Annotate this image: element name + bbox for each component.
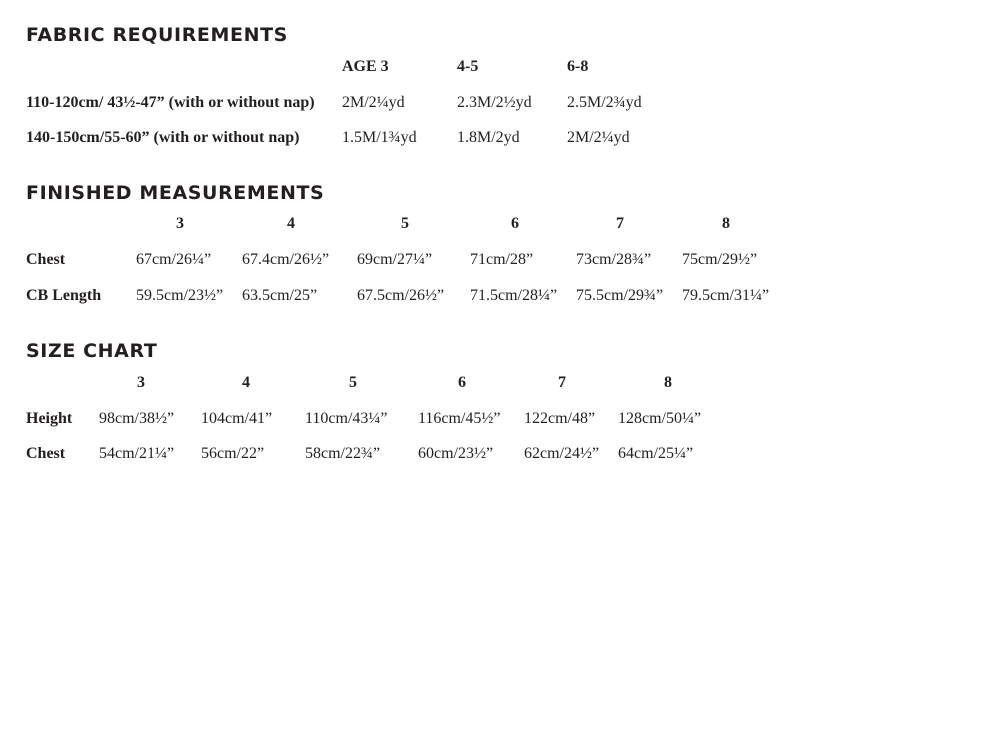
size-cell: 122cm/48” (524, 410, 596, 427)
size-header: 4 (242, 374, 250, 391)
finished-cell: 71cm/28” (470, 251, 534, 268)
fabric-cell: 2.5M/2¾yd (567, 94, 642, 111)
finished-cell: 63.5cm/25” (242, 287, 318, 304)
fabric-header-age-6-8: 6-8 (567, 58, 589, 75)
fabric-requirements-heading: FABRIC REQUIREMENTS (26, 24, 288, 46)
size-cell: 128cm/50¼” (618, 410, 702, 427)
finished-measurements-heading: FINISHED MEASUREMENTS (26, 182, 325, 204)
finished-header-size: 8 (722, 215, 730, 232)
size-header: 3 (137, 374, 145, 391)
finished-cell: 71.5cm/28¼” (470, 287, 558, 304)
size-cell: 54cm/21¼” (99, 445, 175, 462)
fabric-cell: 1.5M/1¾yd (342, 129, 417, 146)
finished-cell: 59.5cm/23½” (136, 287, 224, 304)
size-row-label-height: Height (26, 410, 73, 427)
size-row-label-chest: Chest (26, 445, 66, 462)
fabric-row-label-110-120: 110-120cm/ 43½-47” (with or without nap) (26, 94, 315, 111)
finished-cell: 75cm/29½” (682, 251, 758, 268)
finished-header-size: 7 (616, 215, 624, 232)
finished-row-label-chest: Chest (26, 251, 66, 268)
fabric-cell: 2M/2¼yd (342, 94, 405, 111)
finished-cell: 73cm/28¾” (576, 251, 652, 268)
finished-cell: 75.5cm/29¾” (576, 287, 664, 304)
size-cell: 58cm/22¾” (305, 445, 381, 462)
fabric-header-age-3: AGE 3 (342, 58, 389, 75)
size-cell: 98cm/38½” (99, 410, 175, 427)
size-header: 5 (349, 374, 357, 391)
fabric-cell: 1.8M/2yd (457, 129, 520, 146)
size-cell: 104cm/41” (201, 410, 273, 427)
finished-cell: 67.4cm/26½” (242, 251, 330, 268)
fabric-cell: 2M/2¼yd (567, 129, 630, 146)
size-cell: 60cm/23½” (418, 445, 494, 462)
size-cell: 110cm/43¼” (305, 410, 388, 427)
finished-header-size: 3 (176, 215, 184, 232)
size-header: 8 (664, 374, 672, 391)
finished-cell: 67.5cm/26½” (357, 287, 445, 304)
finished-header-size: 6 (511, 215, 519, 232)
finished-header-size: 4 (287, 215, 295, 232)
size-header: 6 (458, 374, 466, 391)
finished-header-size: 5 (401, 215, 409, 232)
finished-row-label-cb-length: CB Length (26, 287, 102, 304)
fabric-cell: 2.3M/2½yd (457, 94, 532, 111)
size-cell: 62cm/24½” (524, 445, 600, 462)
size-cell: 116cm/45½” (418, 410, 501, 427)
size-chart-heading: SIZE CHART (26, 340, 158, 362)
finished-cell: 69cm/27¼” (357, 251, 433, 268)
fabric-row-label-140-150: 140-150cm/55-60” (with or without nap) (26, 129, 300, 146)
fabric-header-age-4-5: 4-5 (457, 58, 479, 75)
size-header: 7 (558, 374, 566, 391)
finished-cell: 79.5cm/31¼” (682, 287, 770, 304)
size-cell: 64cm/25¼” (618, 445, 694, 462)
size-cell: 56cm/22” (201, 445, 265, 462)
finished-cell: 67cm/26¼” (136, 251, 212, 268)
